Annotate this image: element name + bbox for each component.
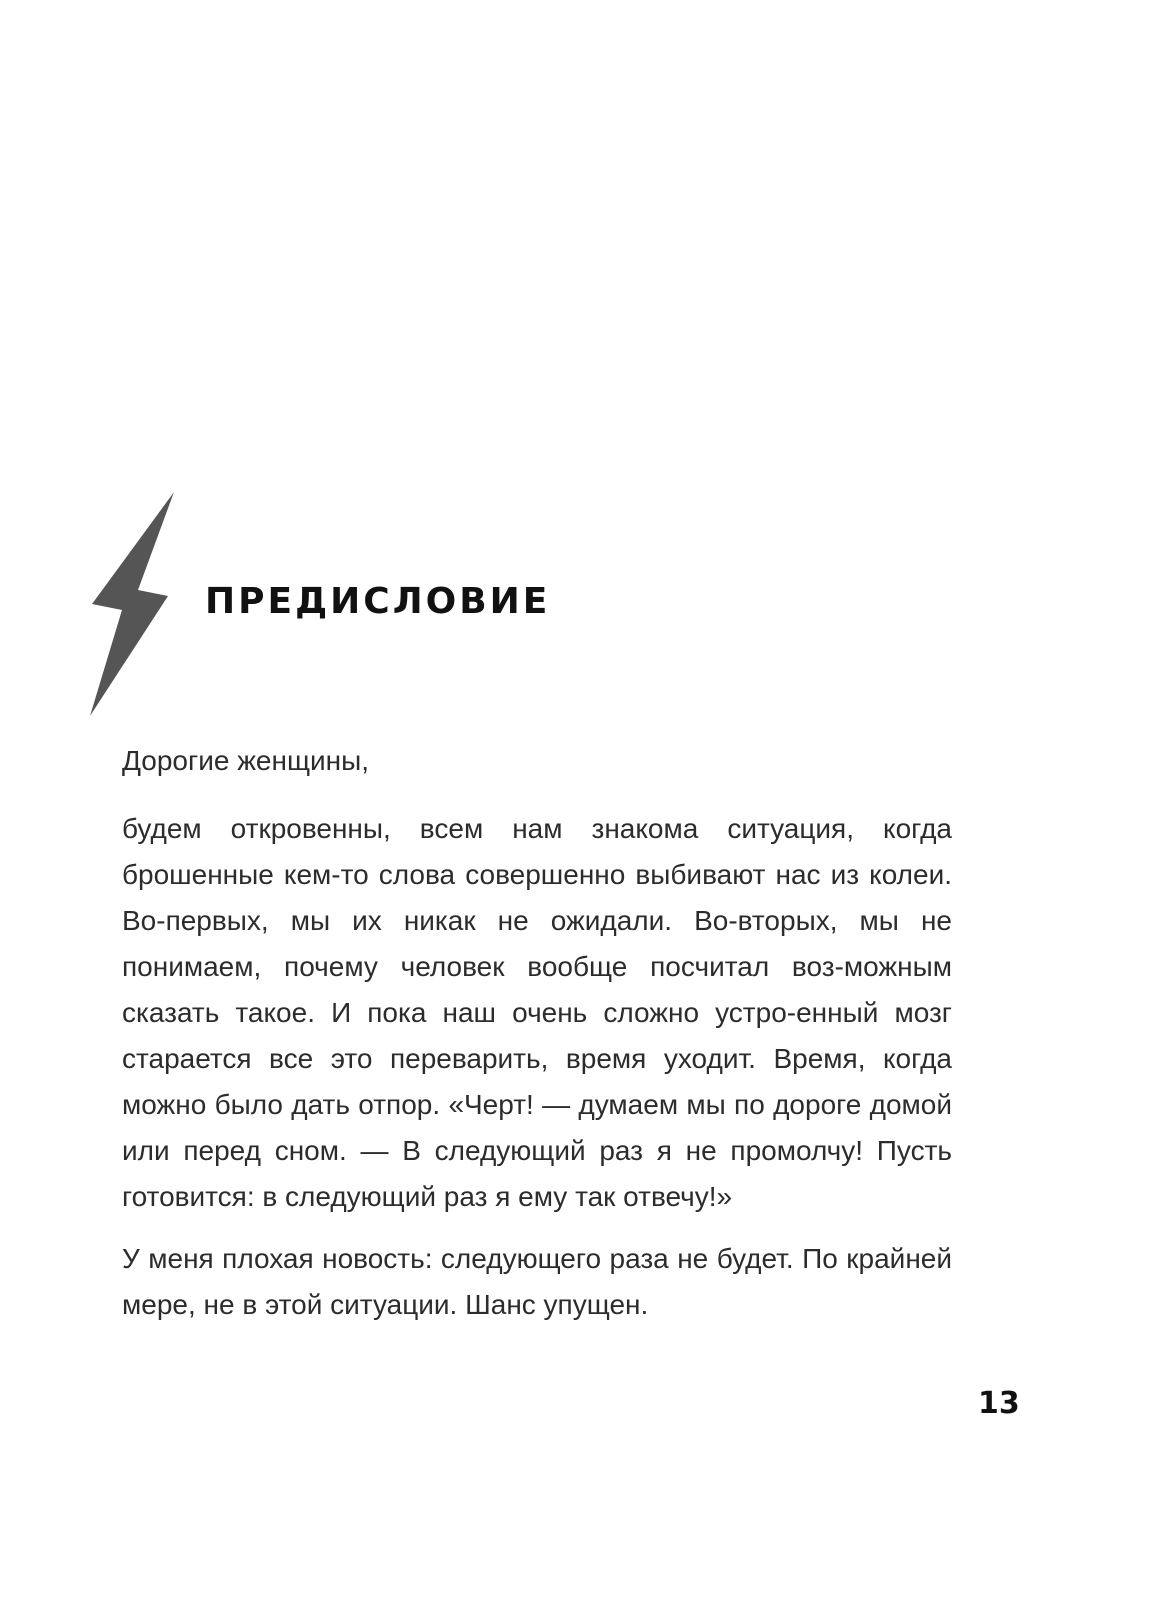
paragraph: будем откровенны, всем нам знакома ситуация, когда брошенные кем-то слова совершенно выбивают нас из колеи. Во-первых, мы их никак не ожидали. Во-вторых, мы не понимаем, почему человек вообще посчитал воз-можным сказать такое. И пока наш очень сложно устро-енный мозг старается все это переварить, время уходит. Время, когда можно было дать отпор. «Черт! — думаем мы по дороге домой или перед сном. — В следующий раз я не промолчу! Пусть готовится: в следующий раз я ему так отвечу!» (122, 813, 952, 1212)
lightning-bolt-icon (88, 492, 180, 718)
page-number: 13 (978, 1386, 1020, 1421)
paragraph: У меня плохая новость: следующего раза не будет. По крайней мере, не в этой ситуации. Шанс упущен. (122, 1243, 952, 1320)
salutation: Дорогие женщины, (122, 745, 370, 776)
chapter-title: ПРЕДИСЛОВИЕ (205, 581, 551, 622)
body-text (122, 738, 952, 1344)
